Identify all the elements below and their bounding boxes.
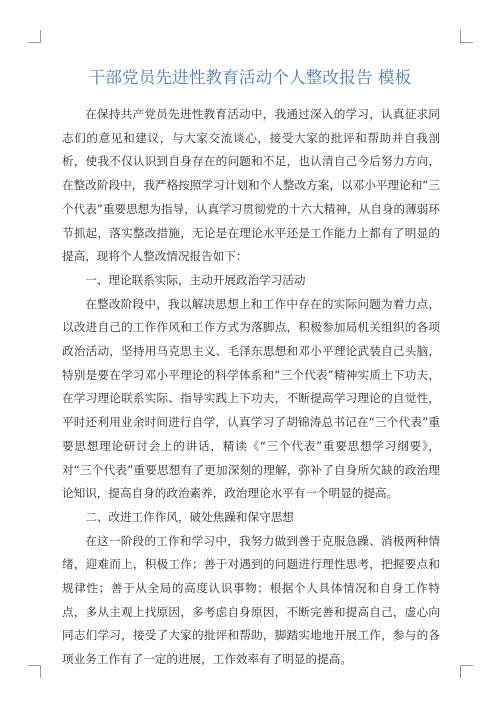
section-1-paragraph: 在整改阶段中，我以解决思想上和工作中存在的实际问题为着力点，以改进自己的工作作风和工作方式为落脚点，积极参加局机关组织的各项政治活动，坚持用马克思主义、毛泽东思想和邓小平理论武装自己头脑，特别是要在学习邓小平理论的科学体系和“三个代表”精神实质上下功夫，在学习理论联系实际、指导实践上下功夫，不断提高学习理论的自觉性，平时还利用业余时间进行自学，认真学习了胡锦涛总书记在“三个代表”重要思想理论研讨会上的讲话，精读《“三个代表”重要思想学习纲要》，对“三个代表”重要思想有了更加深刻的理解，弥补了自身所欠缺的政治理论知识，提高自身的政治素养，政治理论水平有一个明显的提高。 [62, 296, 440, 501]
document-title: 干部党员先进性教育活动个人整改报告 模板 [88, 68, 412, 87]
intro-paragraph: 在保持共产党员先进性教育活动中，我通过深入的学习，认真征求同志们的意见和建议，与大家交流谈心，接受大家的批评和帮助并自我剖析，使我不仅认识到自身存在的问题和不足，也认清自己今后努力方向，在整改阶段中，我严格按照学习计划和个人整改方案，以邓小平理论和“三个代表”重要思想为指导，认真学习贯彻党的十六大精神，从自身的薄弱环节抓起，落实整改措施，无论是在理论水平还是工作能力上都有了明显的提高，现将个人整改情况报告如下： [62, 107, 440, 264]
section-heading-2: 二、改进工作作风，破处焦躁和保守思想 [85, 509, 294, 524]
section-heading-1: 一、理论联系实际，主动开展政治学习活动 [85, 272, 306, 287]
crop-mark-top-right [460, 30, 473, 43]
crop-mark-bottom-left [28, 665, 41, 678]
crop-mark-bottom-right [460, 665, 473, 678]
section-2-paragraph: 在这一阶段的工作和学习中，我努力做到善于克服急躁、消极两种情绪，迎难而上，积极工作；善于对遇到的问题进行理性思考，把握要点和规律性；善于从全局的高度认识事物；根据个人具体情况和自身工作特点，多从主观上找原因，多考虑自身原因，不断完善和提高自己，虚心向同志们学习，接受了大家的批评和帮助，脚踏实地地开展工作，参与的各项业务工作有了一定的进展，工作效率有了明显的提高。 [62, 533, 440, 667]
document-body [62, 103, 440, 672]
crop-mark-top-left [28, 30, 41, 43]
